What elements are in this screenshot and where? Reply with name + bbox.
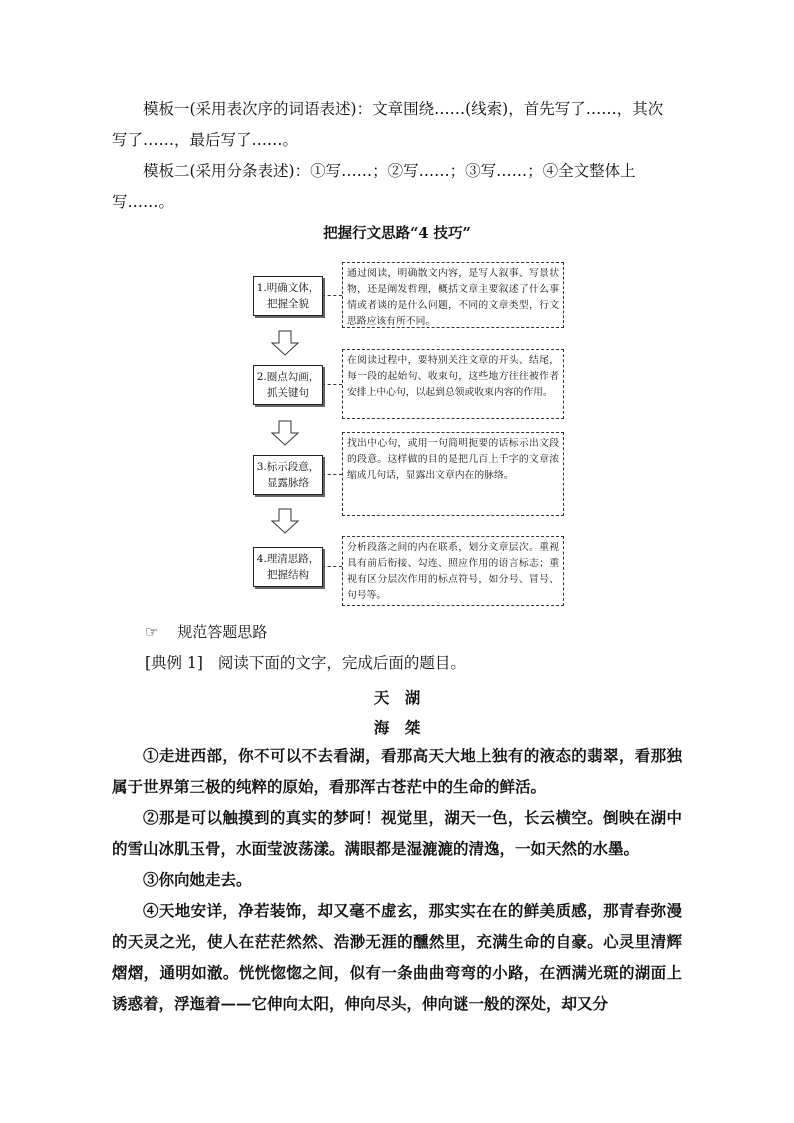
flow-step-3 bbox=[253, 455, 323, 495]
flow-connector-1 bbox=[322, 295, 342, 296]
article-paragraph-4: ④天地安详，净若装饰，却又毫不虚玄，那实实在在的鲜美质感，那青春弥漫的天灵之光，使人在茫茫然然、浩渺无涯的醺然里，充满生命的自豪。心灵里清辉熠熠，通明如澈。恍恍惚惚之间，似有一条曲曲弯弯的小路，在洒满光斑的湖面上诱惑着，浮迤着——它伸向太阳，伸向尽头，伸向谜一般的深处，却又分 bbox=[112, 901, 682, 1013]
flow-desc-4: 分析段落之间的内在联系，划分文章层次。重视具有前后衔接、勾连、照应作用的语言标志；重视有区分层次作用的标点符号，如分号、冒号、句号等。 bbox=[342, 536, 564, 606]
example-line bbox=[145, 653, 466, 673]
flowchart-title: 把握行文思路“4 技巧” bbox=[323, 225, 471, 242]
example-instruction: 阅读下面的文字，完成后面的题目。 bbox=[217, 654, 466, 672]
template-one-line-1: 模板一(采用表次序的词语表述)：文章围绕……(线索)，首先写了……，其次 bbox=[143, 100, 664, 118]
article-paragraph-2: ②那是可以触摸到的真实的梦呵！视觉里，湖天一色，长云横空。倒映在湖中的雪山冰肌玉骨，水面莹波荡漾。满眼都是湿漉漉的清逸，一如天然的水墨。 bbox=[112, 808, 682, 858]
template-two-paragraph bbox=[112, 156, 682, 218]
flow-step-4 bbox=[253, 547, 323, 587]
down-arrow-icon bbox=[270, 420, 300, 446]
flow-step-3-line-1: 3.标示段意， bbox=[256, 461, 320, 473]
flow-step-1 bbox=[253, 276, 323, 316]
article-title: 天 湖 bbox=[373, 688, 421, 707]
flow-connector-4 bbox=[322, 566, 342, 567]
article-paragraph-1: ①走进西部，你不可以不去看湖，看那高天大地上独有的液态的翡翠，看那独属于世界第三极的纯粹的原始，看那浑古苍茫中的生命的鲜活。 bbox=[112, 746, 682, 796]
answer-section-title: 规范答题思路 bbox=[177, 623, 268, 641]
flow-step-2-line-1: 2.圈点勾画， bbox=[256, 371, 320, 383]
flow-step-3-line-2: 显露脉络 bbox=[267, 477, 309, 489]
article-paragraph-3: ③你向她走去。 bbox=[143, 870, 252, 889]
answer-section-header bbox=[145, 622, 267, 642]
template-two-line-2: 写……。 bbox=[112, 193, 175, 211]
flow-desc-2: 在阅读过程中，要特别关注文章的开头、结尾，每一段的起始句、收束句，这些地方往往被作者安排上中心句，以起到总领或收束内容的作用。 bbox=[342, 349, 564, 419]
flow-step-4-line-2: 把握结构 bbox=[267, 569, 309, 581]
template-one-line-2: 写了……，最后写了……。 bbox=[112, 131, 299, 149]
down-arrow-icon bbox=[270, 508, 300, 534]
flow-desc-1: 通过阅读，明确散文内容，是写人叙事、写景状物，还是阐发哲理，概括文章主要叙述了什么事情或者谈的是什么问题，不同的文章类型，行文思路应该有所不同。 bbox=[342, 262, 564, 328]
flow-connector-3 bbox=[322, 474, 342, 475]
example-label: [典例 1] bbox=[145, 654, 203, 672]
flow-desc-3: 找出中心句，或用一句简明扼要的话标示出文段的段意。这样做的目的是把几百上千字的文章浓缩成几句话，显露出文章内在的脉络。 bbox=[342, 432, 564, 516]
flow-step-2 bbox=[253, 365, 323, 405]
flow-step-1-line-1: 1.明确文体， bbox=[256, 282, 320, 294]
template-one-paragraph bbox=[112, 94, 682, 156]
article-author: 海 桀 bbox=[373, 718, 421, 737]
flow-step-1-line-2: 把握全貌 bbox=[267, 298, 309, 310]
flow-step-2-line-2: 抓关键句 bbox=[267, 387, 309, 399]
template-two-line-1: 模板二(采用分条表述)：①写……；②写……；③写……；④全文整体上 bbox=[143, 162, 636, 180]
flow-connector-2 bbox=[322, 384, 342, 385]
flow-step-4-line-1: 4.理清思路， bbox=[256, 553, 320, 565]
pointing-hand-icon: ☞ bbox=[145, 623, 159, 641]
down-arrow-icon bbox=[270, 330, 300, 356]
